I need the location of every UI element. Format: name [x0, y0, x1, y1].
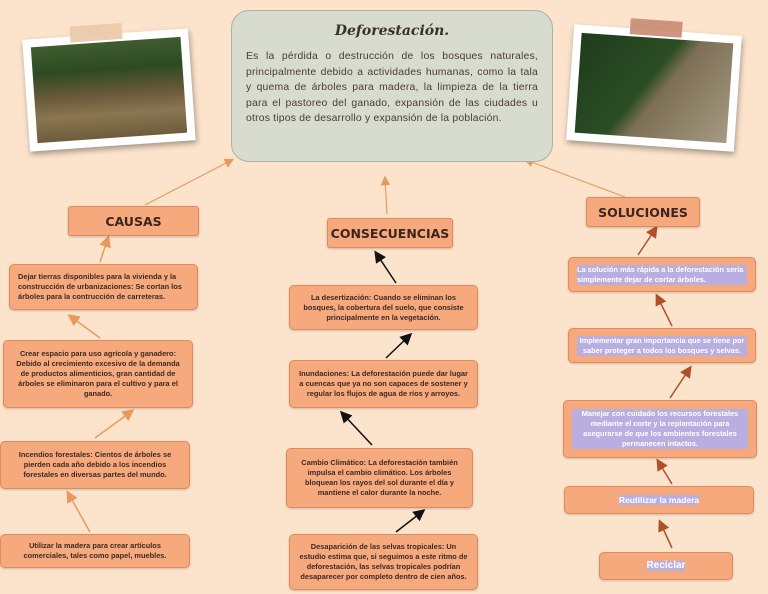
causa-item-incendios: Incendios forestales: Cientos de árboles se pierden cada año debido a los incendios forestales en diversas partes del mundo. [0, 441, 190, 489]
arrow-cons3-to-cons2 [342, 413, 372, 445]
solucion-item-manejar [563, 400, 757, 458]
tape-decoration [69, 23, 122, 43]
photo-aerial-deforestation-right [566, 24, 742, 151]
main-definition-text: Es la pérdida o destrucción de los bosques naturales, principalmente debido a actividades humanas, como la tala y quema de árboles para madera, la limpieza de la tierra para el pastoreo del ganado, expansión de las ciudades u otros tipos de desarrollo y expansión de la población. [246, 51, 538, 124]
arrow-sol4-to-sol3 [658, 461, 672, 484]
arrow-cons4-to-cons3 [396, 511, 423, 532]
causa-item-madera: Utilizar la madera para crear artículos comerciales, tales como papel, muebles. [0, 534, 190, 568]
photo-forest-clearing-left [22, 28, 195, 151]
causa-item-agricola: Crear espacio para uso agrícola y ganadero: Debido al crecimiento excesivo de la demanda de productos alimenticios, gran cantidad de árboles se eliminaron para el cultivo y para el ganado. [3, 340, 193, 408]
consecuencia-item-cambio-climatico: Cambio Climático: La deforestación también impulsa el cambio climático. Los árboles bloquean los rayos del sol durante el día y mantiene el calor durante la noche. [286, 448, 473, 508]
solucion-item-dejar-cortar [568, 257, 756, 292]
causa-item-vivienda: Dejar tierras disponibles para la vivienda y la construcción de urbanizaciones: Se cortan los árboles para la contrucción de carreteras. [9, 264, 198, 310]
consecuencia-item-selvas: Desaparición de las selvas tropicales: Un estudio estima que, si seguimos a este ritmo de deforestación, las selvas tropicales podrían desaparecer por completo dentro de cien años. [289, 534, 478, 590]
photo-image [31, 37, 187, 143]
arrow-sol3-to-sol2 [670, 368, 690, 398]
arrow-causas-to-main [145, 160, 232, 205]
main-title: Deforestación. [334, 23, 450, 39]
arrow-soluciones-to-main [526, 160, 625, 197]
causas-heading: CAUSAS [68, 206, 199, 236]
arrow-causa2-to-causa1 [70, 316, 100, 338]
solucion-item-proteger [568, 328, 756, 363]
arrow-cons1-to-head [376, 253, 396, 283]
arrow-consecuencias-to-main [385, 178, 387, 214]
tape-decoration [630, 18, 683, 38]
solucion-text: La solución más rápida a la deforestación sería simplemente dejar de cortar árboles. [577, 265, 747, 285]
solucion-text: Reciclar [646, 560, 686, 571]
arrow-cons2-to-cons1 [386, 335, 410, 358]
consecuencias-heading: CONSECUENCIAS [327, 218, 453, 248]
solucion-item-reciclar [599, 552, 733, 580]
consecuencia-item-desertizacion: La desertización: Cuando se eliminan los bosques, la cobertura del suelo, que consiste principalmente en la vegetación. [289, 285, 478, 330]
arrow-causa3-to-causa2 [95, 411, 132, 438]
arrow-sol1-to-head [638, 228, 656, 255]
solucion-text: Implementar gran importancia que se tiene por saber proteger a todos los bosques y selvas. [577, 336, 747, 356]
solucion-text: Manejar con cuidado los recursos forestales mediante el corte y la replantación para asegurarse de que los ambientes forestales permanecen intactos. [572, 409, 748, 449]
arrow-causa4-to-causa3 [68, 493, 90, 532]
soluciones-heading: SOLUCIONES [586, 197, 700, 227]
solucion-item-reutilizar [564, 486, 754, 514]
consecuencia-item-inundaciones: Inundaciones: La deforestación puede dar lugar a cuencas que ya no son capaces de sostener y regular los flujos de agua de ríos y arroyos. [289, 360, 478, 408]
photo-image [575, 33, 734, 143]
arrow-causa1-to-head [100, 238, 108, 262]
arrow-sol2-to-sol1 [657, 296, 672, 326]
definition-box [231, 10, 553, 162]
solucion-text: Reutilizar la madera [618, 495, 700, 505]
arrow-sol5-to-sol4 [660, 522, 672, 548]
